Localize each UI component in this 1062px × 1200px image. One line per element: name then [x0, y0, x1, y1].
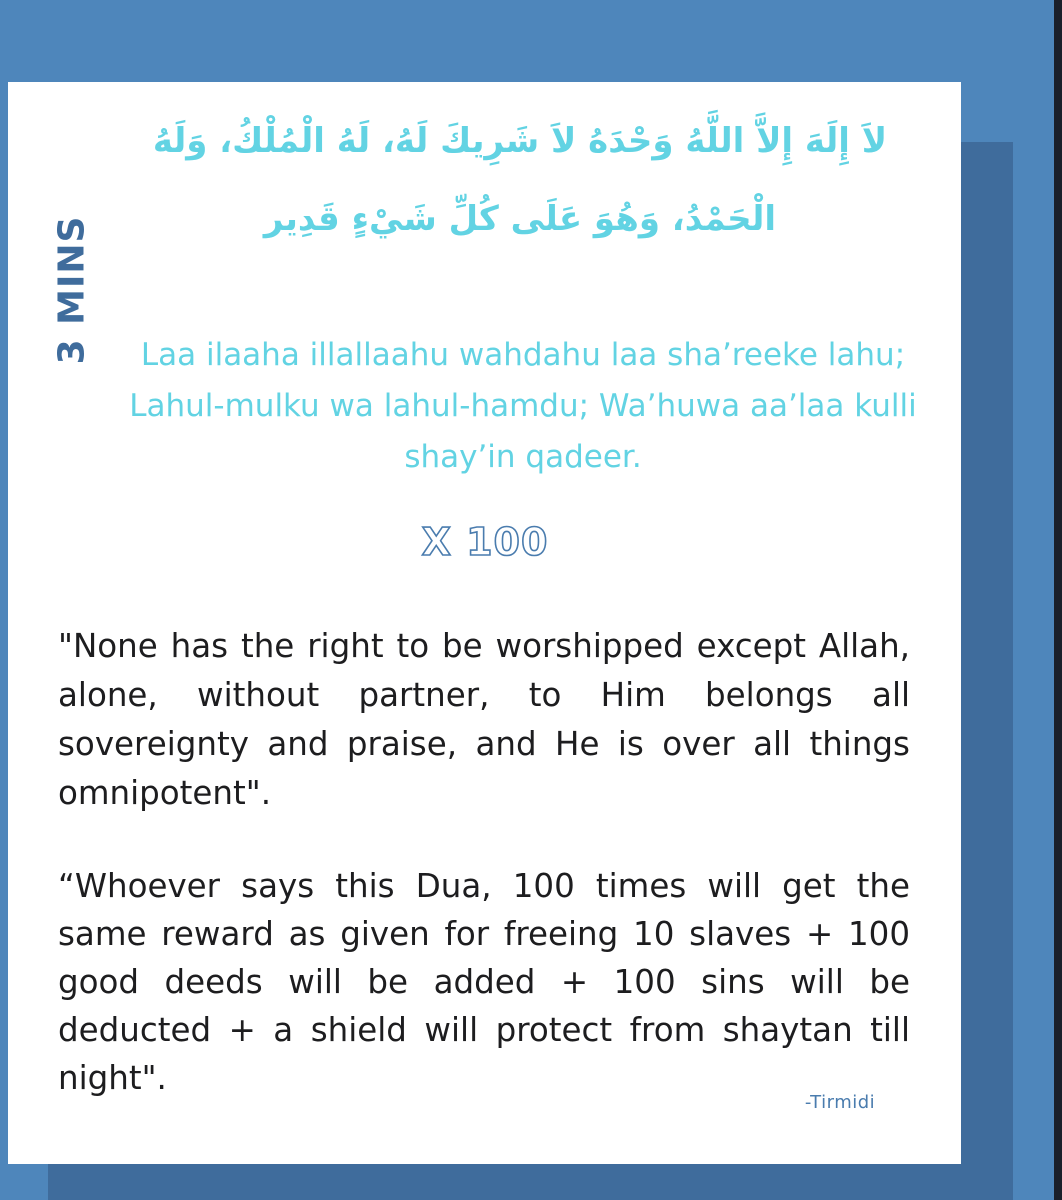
meaning-text: "None has the right to be worshipped except Allah, alone, without partner, to Him belongs all sovereignty and praise, and He is over all things omnipotent". — [58, 627, 910, 812]
right-edge-line — [1054, 0, 1062, 1200]
reward-text: “Whoever says this Dua, 100 times will get the same reward as given for freeing 10 slaves + 100 good deeds will be added + 100 sins will be deducted + a shield will protect from shaytan till night". — [58, 867, 910, 1097]
arabic-dua-text: لاَ إِلَهَ إِلاَّ اللَّهُ وَحْدَهُ لاَ شَرِيكَ لَهُ، لَهُ الْمُلْكُ، وَلَهُ الْحَمْدُ، وَهُوَ عَلَى كُلِّ شَيْءٍ قَدِير — [152, 121, 888, 239]
duration-label: 3 MINS — [51, 215, 93, 365]
source-attribution: -Tirmidi — [804, 1092, 876, 1113]
transliteration-text: Laa ilaaha illallaahu wahdahu laa sha’reeke lahu; Lahul-mulku wa lahul-hamdu; Wa’huwa aa’laa kulli shay’in qadeer. — [129, 337, 917, 475]
repetition-count: X 100 — [421, 520, 549, 564]
